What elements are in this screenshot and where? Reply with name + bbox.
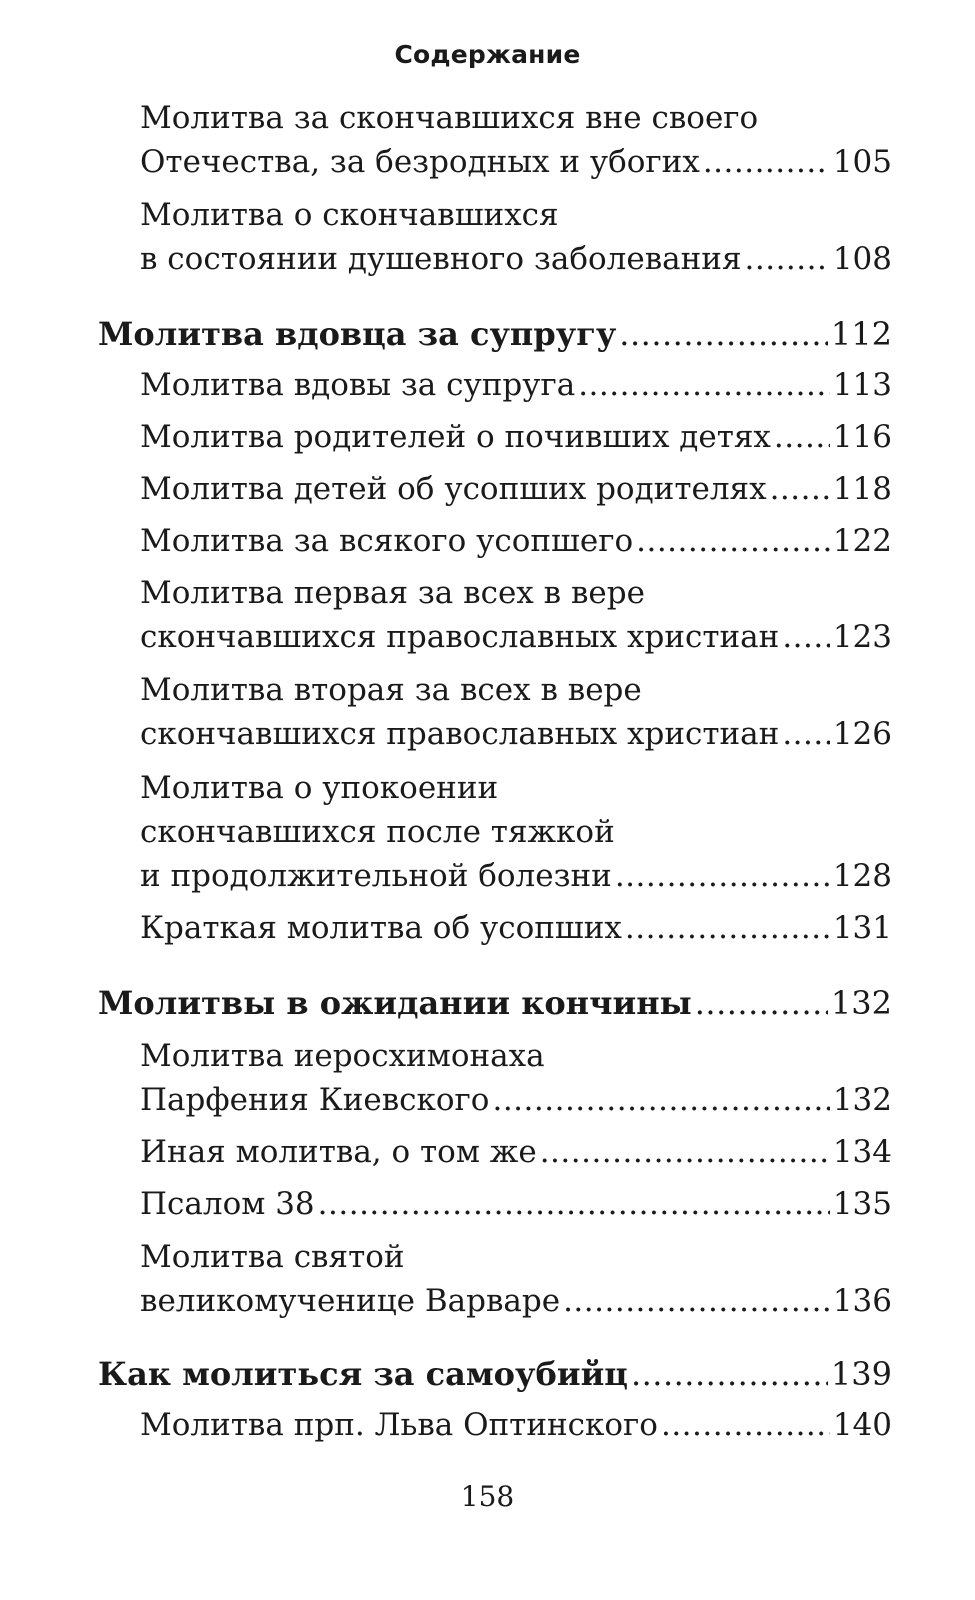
dot-leader — [782, 615, 830, 659]
dot-leader — [695, 981, 828, 1025]
dot-leader — [615, 854, 830, 898]
toc-section — [98, 981, 892, 1025]
toc-entry-title-line: Краткая молитва об усопших — [140, 910, 622, 946]
dot-leader — [631, 1352, 828, 1396]
toc-entry — [140, 1403, 892, 1447]
toc-section-title: Молитвы в ожидании кончины — [98, 984, 692, 1022]
toc-page-number: 128 — [832, 858, 892, 894]
toc-entry — [140, 519, 892, 563]
toc-section — [98, 1352, 892, 1396]
toc-entry — [140, 766, 892, 898]
toc-entry — [140, 363, 892, 407]
toc-page-number: 135 — [832, 1186, 892, 1222]
toc-entry-title-line: Молитва о скончавшихся — [140, 197, 559, 233]
toc-entry-title-line: Молитва за всякого усопшего — [140, 523, 634, 559]
toc-page-number: 132 — [830, 984, 892, 1022]
dot-leader — [625, 906, 830, 950]
dot-leader — [492, 1078, 829, 1122]
toc-entry-title-line: и продолжительной болезни — [140, 858, 612, 894]
dot-leader — [563, 1279, 830, 1323]
toc-entry-title-line: скончавшихся православных христиан — [140, 619, 780, 655]
toc-entry-title-line: Молитва вдовы за супруга — [140, 367, 576, 403]
toc-page-number: 118 — [832, 471, 892, 507]
toc-entry — [140, 906, 892, 950]
dot-leader — [540, 1130, 830, 1174]
toc-page-number: 131 — [832, 910, 892, 946]
dot-leader — [774, 415, 830, 459]
toc-entry-title-line: Молитва первая за всех в вере — [140, 575, 645, 611]
toc-entry — [140, 668, 892, 756]
toc-entry-title-line: Молитва святой — [140, 1239, 405, 1275]
toc-entry-title-line: Иная молитва, о том же — [140, 1134, 537, 1170]
dot-leader — [578, 363, 830, 407]
dot-leader — [636, 519, 830, 563]
toc-page-number: 140 — [832, 1407, 892, 1443]
toc-page-number: 108 — [832, 241, 892, 277]
dot-leader — [745, 237, 830, 281]
dot-leader — [782, 712, 830, 756]
toc-page-number: 123 — [832, 619, 892, 655]
toc-entry-title-line: скончавшихся после тяжкой — [140, 814, 615, 850]
toc-entry-title-line: Молитва детей об усопших родителях — [140, 471, 767, 507]
running-header: Содержание — [394, 40, 581, 69]
toc-page-number: 116 — [832, 419, 892, 455]
toc-page-number: 134 — [832, 1134, 892, 1170]
page-number: 158 — [460, 1480, 515, 1513]
toc-entry — [140, 1235, 892, 1323]
toc-entry — [140, 96, 892, 184]
toc-page-number: 126 — [832, 716, 892, 752]
toc-entry-title-line: в состоянии душевного заболевания — [140, 241, 742, 277]
toc-entry — [140, 571, 892, 659]
toc-entry — [140, 193, 892, 281]
toc-section — [98, 312, 892, 356]
toc-section-title: Молитва вдовца за супругу — [98, 315, 617, 353]
toc-entry — [140, 467, 892, 511]
toc-entry-title-line: скончавшихся православных христиан — [140, 716, 780, 752]
toc-entry-title-line: Молитва родителей о почивших детях — [140, 419, 771, 455]
toc-section-title: Как молиться за самоубийц — [98, 1355, 628, 1393]
dot-leader — [770, 467, 830, 511]
toc-entry-title-line: Отечества, за безродных и убогих — [140, 144, 700, 180]
dot-leader — [619, 312, 828, 356]
toc-entry — [140, 1130, 892, 1174]
toc-page-number: 136 — [832, 1283, 892, 1319]
toc-entry-title-line: Молитва прп. Льва Оптинского — [140, 1407, 658, 1443]
dot-leader — [703, 140, 830, 184]
toc-entry — [140, 1034, 892, 1122]
toc-entry-title-line: Молитва иеросхимонаха — [140, 1038, 545, 1074]
toc-entry-title-line: Парфения Киевского — [140, 1082, 490, 1118]
toc-entry-title-line: Молитва за скончавшихся вне своего — [140, 100, 759, 136]
toc-page-number: 113 — [832, 367, 892, 403]
toc-entry-title-line: великомученице Варваре — [140, 1283, 561, 1319]
dot-leader — [318, 1182, 830, 1226]
toc-page-number: 112 — [830, 315, 892, 353]
toc-page-number: 122 — [832, 523, 892, 559]
toc-entry — [140, 1182, 892, 1226]
toc-entry-title-line: Молитва вторая за всех в вере — [140, 672, 642, 708]
dot-leader — [661, 1403, 830, 1447]
toc-page-number: 132 — [832, 1082, 892, 1118]
toc-entry — [140, 415, 892, 459]
toc-entry-title-line: Молитва о упокоении — [140, 770, 499, 806]
toc-page-number: 139 — [830, 1355, 892, 1393]
toc-entry-title-line: Псалом 38 — [140, 1186, 315, 1222]
toc-page-number: 105 — [832, 144, 892, 180]
